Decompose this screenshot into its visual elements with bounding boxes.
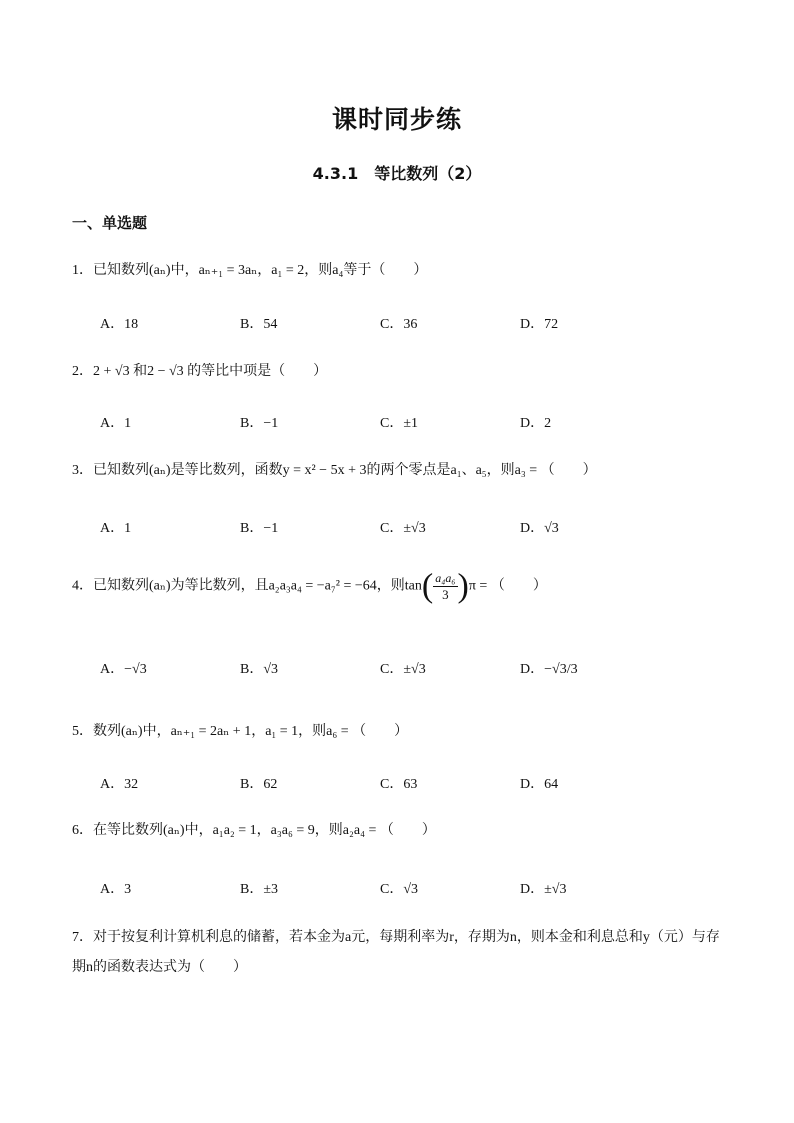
question-2-option-b: B．−1 [240, 416, 279, 431]
question-6-option-a: A．3 [100, 882, 132, 897]
question-5-option-a: A．32 [100, 777, 139, 792]
question-4-stem-prefix: 4．已知数列(aₙ)为等比数列，且a₂a₃a₄ = −a₇² = −64，则tan [72, 578, 422, 594]
question-6-option-d: D．±√3 [520, 882, 567, 897]
question-1-option-b: B．54 [240, 317, 278, 332]
right-paren: ) [457, 567, 469, 605]
question-3-option-c: C．±√3 [380, 521, 426, 536]
left-paren: ( [421, 567, 434, 605]
question-3-option-a: A．1 [100, 521, 132, 536]
question-5-option-c: C．63 [380, 777, 418, 792]
question-7-stem: 7．对于按复利计算机利息的储蓄，若本金为a元，每期利率为r，存期为n，则本金和利息总和y（元）与存期n的函数表达式为（ ） [72, 930, 720, 975]
question-4-option-d: D．−√3/3 [520, 662, 578, 677]
question-3-option-d: D．√3 [520, 521, 559, 536]
question-2-option-c: C．±1 [380, 416, 419, 431]
question-2-option-d: D．2 [520, 416, 552, 431]
page-title: 课时同步练 [331, 105, 462, 134]
question-5-stem: 5．数列(aₙ)中，aₙ₊₁ = 2aₙ + 1，a₁ = 1，则a₆ = （ ） [72, 724, 409, 739]
question-2-option-a: A．1 [100, 416, 132, 431]
question-4-fraction [433, 570, 457, 603]
question-3-stem: 3．已知数列(aₙ)是等比数列，函数y = x² − 5x + 3的两个零点是a₁、a₅，则a₃ = （ ） [72, 463, 597, 478]
question-4-option-b: B．√3 [240, 662, 279, 677]
question-1-option-c: C．36 [380, 317, 418, 332]
question-6-option-c: C．√3 [380, 882, 419, 897]
fraction-denominator: 3 [442, 587, 449, 602]
question-3-option-b: B．−1 [240, 521, 279, 536]
question-6-stem: 6．在等比数列(aₙ)中，a₁a₂ = 1，a₃a₆ = 9，则a₂a₄ = （ ） [72, 823, 436, 838]
question-4-stem-suffix: π = （ ） [468, 578, 547, 594]
question-4-option-a: A．−√3 [100, 662, 147, 677]
question-1-option-d: D．72 [520, 317, 559, 332]
section-heading: 一、单选题 [72, 214, 148, 232]
question-5-option-d: D．64 [520, 777, 559, 792]
question-6-option-b: B．±3 [240, 882, 279, 897]
question-1-option-a: A．18 [100, 317, 139, 332]
question-2-stem: 2．2 + √3 和2 − √3 的等比中项是（ ） [72, 364, 328, 379]
question-4-option-c: C．±√3 [380, 662, 426, 677]
question-1-stem: 1．已知数列(aₙ)中，aₙ₊₁ = 3aₙ，a₁ = 2，则a₄等于（ ） [72, 263, 428, 278]
page-subtitle: 4.3.1 等比数列（2） [312, 164, 482, 183]
question-4-stem [72, 567, 547, 605]
fraction-numerator: a₄a₆ [435, 571, 456, 585]
question-5-option-b: B．62 [240, 777, 278, 792]
